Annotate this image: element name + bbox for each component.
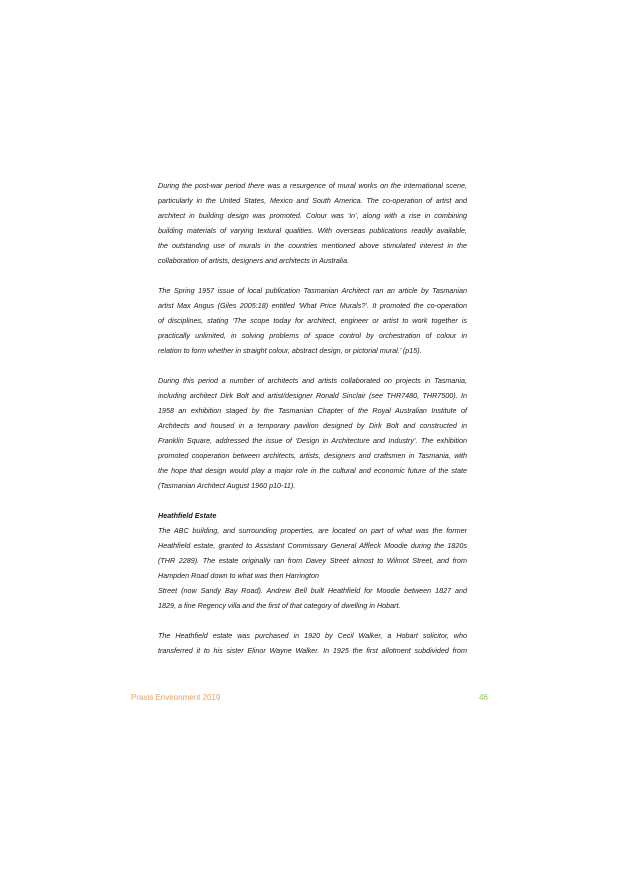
text-line: Franklin Square, addressed the issue of ‘Design in Architecture and Industry’. The exhibition — [158, 436, 467, 445]
text-line: The ABC building, and surrounding properties, are located on part of what was the former — [158, 526, 467, 535]
document-body — [158, 178, 467, 673]
text-line: collaboration of artists, designers and architects in Australia. — [158, 256, 350, 265]
paragraph-postwar-murals — [158, 178, 467, 268]
text-line: The Spring 1957 issue of local publication Tasmanian Architect ran an article by Tasmanian — [158, 286, 467, 295]
paragraph-heathfield-purchase — [158, 628, 467, 658]
text-line: Hampden Road down to what was then Harrington — [158, 571, 320, 580]
paragraph-tasmanian-architect — [158, 283, 467, 358]
text-line: Architects and housed in a temporary pavilion designed by Dirk Bolt and constructed in — [158, 421, 467, 430]
text-line: building materials of varying textural qualities. With overseas publications readily available, — [158, 226, 467, 235]
text-line: During the post-war period there was a resurgence of mural works on the international scene, — [158, 181, 467, 190]
text-line: Heathfield estate, granted to Assistant Commissary General Affleck Moodie during the 1820s — [158, 541, 467, 550]
text-line: relation to form whether in straight colour, abstract design, or pictorial mural.’ (p15). — [158, 346, 422, 355]
text-line: 1829, a fine Regency villa and the first of that category of dwelling in Hobart. — [158, 601, 401, 610]
text-line: the outstanding use of murals in the countries mentioned above stimulated interest in the — [158, 241, 467, 250]
text-line: the hope that design would play a major role in the cultural and economic future of the state — [158, 466, 467, 475]
text-line: architect in building design was promoted. Colour was ‘in’, along with a rise in combining — [158, 211, 467, 220]
text-line: practically unlimited, in solving problems of space control by orchestration of colour in — [158, 331, 467, 340]
paragraph-collaboration-exhibition — [158, 373, 467, 493]
text-line: of disciplines, stating ‘The scope today for architect, engineer or artist to work together is — [158, 316, 467, 325]
text-line: particularly in the United States, Mexico and South America. The co-operation of artist and — [158, 196, 467, 205]
text-line: artist Max Angus (Giles 2005:18) entitled ‘What Price Murals?’. It promoted the co-operation — [158, 301, 467, 310]
text-line: transferred it to his sister Elinor Wayne Walker. In 1925 the first allotment subdivided from — [158, 646, 467, 655]
text-line: (THR 2289). The estate originally ran from Davey Street almost to Wilmot Street, and from — [158, 556, 467, 565]
text-line: During this period a number of architects and artists collaborated on projects in Tasmania, — [158, 376, 467, 385]
text-line: (Tasmanian Architect August 1960 p10-11). — [158, 481, 296, 490]
footer-publisher: Praxis Environment 2019 — [131, 693, 221, 702]
section-heading: Heathfield Estate — [158, 511, 217, 520]
text-line: including architect Dirk Bolt and artist/designer Ronald Sinclair (see THR7480, THR7500). In — [158, 391, 467, 400]
page-number: 46 — [479, 693, 488, 702]
text-line: 1958 an exhibition staged by the Tasmanian Chapter of the Royal Australian Institute of — [158, 406, 467, 415]
text-line: The Heathfield estate was purchased in 1920 by Cecil Walker, a Hobart solicitor, who — [158, 631, 467, 640]
paragraph-heathfield-history — [158, 523, 467, 613]
text-line: Street (now Sandy Bay Road). Andrew Bell built Heathfield for Moodie between 1827 and — [158, 586, 467, 595]
text-line: promoted cooperation between architects, artists, designers and craftsmen in Tasmania, with — [158, 451, 467, 460]
